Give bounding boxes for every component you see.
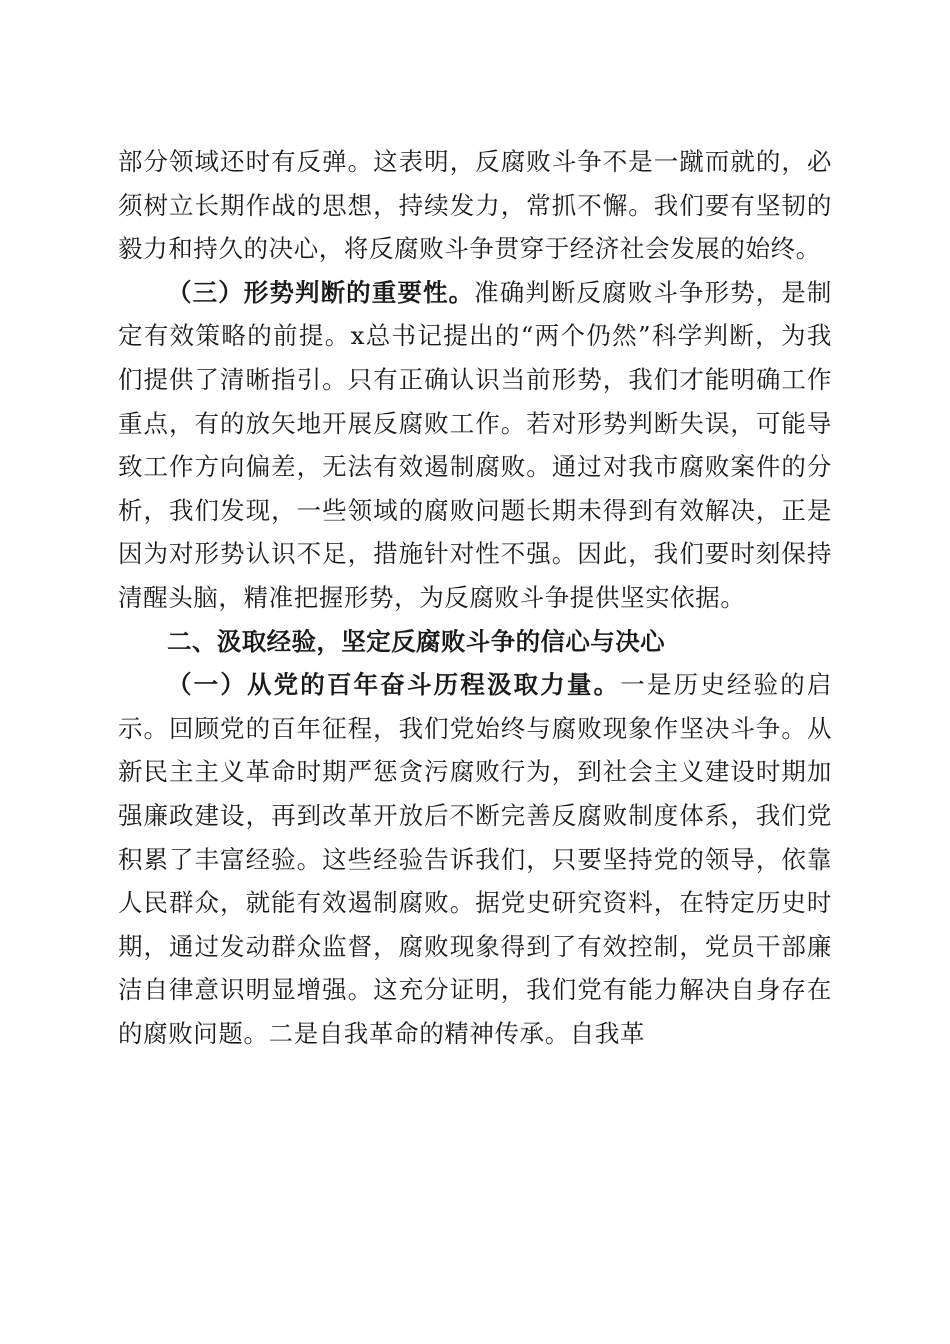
subheading-situation-judgment: （三）形势判断的重要性。 <box>167 277 475 307</box>
paragraph-situation-judgment <box>118 271 832 620</box>
subheading-party-history: （一）从党的百年奋斗历程汲取力量。 <box>167 670 621 700</box>
paragraph-situation-judgment-body: 准确判断反腐败斗争形势，是制定有效策略的前提。x总书记提出的“两个仍然”科学判断，为我们提供了清晰指引。只有正确认识当前形势，我们才能明确工作重点，有的放矢地开展反腐败工作。若对形势判断失误，可能导致工作方向偏差，无法有效遏制腐败。通过对我市腐败案件的分析，我们发现，一些领域的腐败问题长期未得到有效解决，正是因为对形势认识不足，措施针对性不强。因此，我们要时刻保持清醒头脑，精准把握形势，为反腐败斗争提供坚实依据。 <box>118 277 832 612</box>
paragraph-party-history <box>118 663 832 1055</box>
document-body <box>118 140 832 1055</box>
paragraph-continuation: 部分领域还时有反弹。这表明，反腐败斗争不是一蹴而就的，必须树立长期作战的思想，持续发力，常抓不懈。我们要有坚韧的毅力和持久的决心，将反腐败斗争贯穿于经济社会发展的始终。 <box>118 147 832 264</box>
section-heading-two: 二、汲取经验，坚定反腐败斗争的信心与决心 <box>167 626 665 656</box>
paragraph-party-history-body: 一是历史经验的启示。回顾党的百年征程，我们党始终与腐败现象作坚决斗争。从新民主主义革命时期严惩贪污腐败行为，到社会主义建设时期加强廉政建设，再到改革开放后不断完善反腐败制度体系，我们党积累了丰富经验。这些经验告诉我们，只要坚持党的领导，依靠人民群众，就能有效遏制腐败。据党史研究资料，在特定历史时期，通过发动群众监督，腐败现象得到了有效控制，党员干部廉洁自律意识明显增强。这充分证明，我们党有能力解决自身存在的腐败问题。二是自我革命的精神传承。自我革 <box>118 670 832 1048</box>
